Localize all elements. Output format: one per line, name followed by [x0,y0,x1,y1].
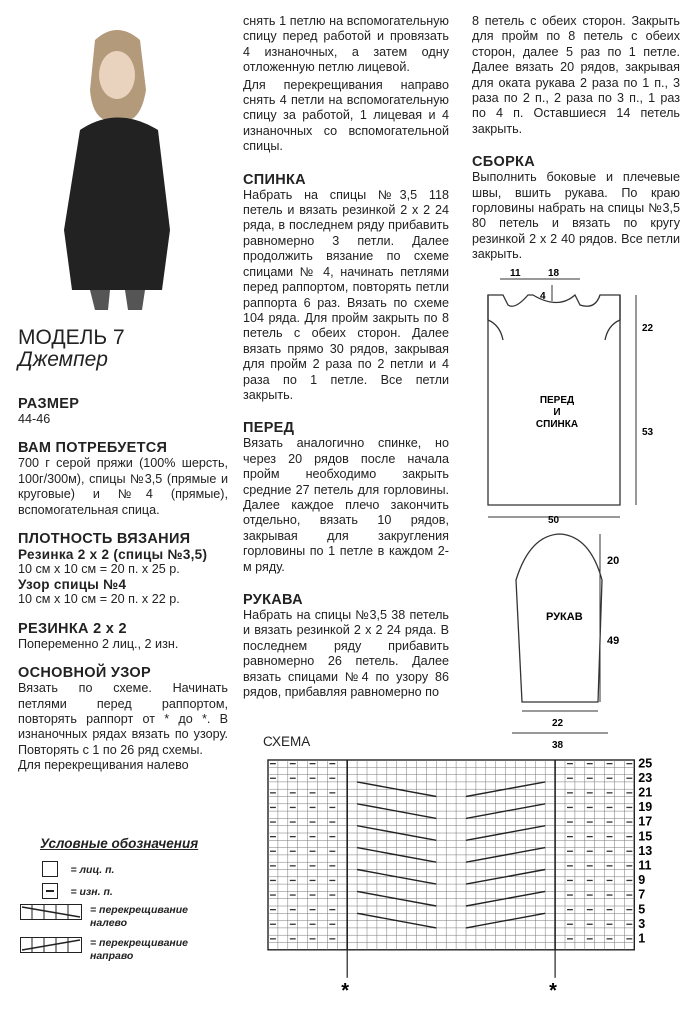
legend-purl-text: = изн. п. [70,886,113,898]
model-photo [50,20,185,310]
purl-symbol [42,883,58,899]
assembly-text: Выполнить боковые и плечевые швы, вшить рукава. По краю горловины набрать на спицы №3,5 80 петель и вязать по кругу резинкой 2 х 2 40 рядов. Все петли закрыть. [472,170,680,262]
chart-row-number: 17 [638,814,653,829]
density-pattern-label: Узор спицы №4 [18,577,127,593]
chart-row-number: 21 [638,785,653,800]
chart-row-number: 25 [638,756,653,771]
front-text: Вязать аналогично спинке, но через 20 рядов после начала пройм необходимо закрыть средние 27 петель для горловины. Далее каждое плечо закончить отдельно, вязать 10 рядов, закрывая для закругления горловины по 1 петле в каждом 2-м ряду. [243,436,449,574]
chart-row-number: 19 [638,800,653,815]
sleeves-text: Набрать на спицы №3,5 38 петель и вязать резинкой 2 х 2 24 ряда. В последнем ряду прибавить равномерно 26 петель. Далее вязать спицами №4 по узору 86 рядов, прибавляя равномерно по [243,608,449,700]
column-right [472,14,680,263]
sleeve-label: РУКАВ [546,611,583,623]
front-heading: ПЕРЕД [243,420,295,437]
body-label-3: СПИНКА [535,419,579,430]
density-heading: ПЛОТНОСТЬ ВЯЗАНИЯ [18,531,191,548]
chart-row-number: 9 [638,873,646,888]
column-left [18,396,228,774]
main-pattern-heading: ОСНОВНОЙ УЗОР [18,665,151,682]
model-title [18,327,125,371]
chart-row-number: 5 [638,902,646,917]
dim-sleeve-length: 49 [607,635,620,647]
chart [260,752,685,1023]
density-pattern-value: 10 см х 10 см = 20 п. х 22 р. [18,592,180,607]
dim-sleeve-cuff: 22 [552,718,564,729]
cross-right-text: Для перекрещивания направо снять 4 петли на вспомогательную спицу за работой, 1 лицевая и 4 изнаночных со вспомогательной спицы. [243,77,449,154]
cross-left-intro: Для перекрещивания налево [18,758,189,773]
density-rib-value: 10 см х 10 см = 20 п. х 25 р. [18,562,180,577]
dim-shoulder: 11 [510,268,521,279]
column-middle [243,14,449,700]
model-number: МОДЕЛЬ 7 [18,326,125,349]
materials-heading: ВАМ ПОТРЕБУЕТСЯ [18,440,168,457]
materials-text: 700 г серой пряжи (100% шерсть, 100г/300м), спицы №3,5 (прямые и круговые) и №4 (прямые), вспомогательная спица. [18,456,228,517]
cross-left-continued: снять 1 петлю на вспомогательную спицу перед работой и провязать 4 изнаночных, а затем одну отложенную петлю лицевой. [243,14,449,75]
density-rib-label: Резинка 2 х 2 (спицы №3,5) [18,547,208,563]
chart-title: СХЕМА [263,734,311,749]
chart-row-number: 11 [638,858,652,873]
cross-right-symbol [20,937,82,953]
back-heading: СПИНКА [243,171,306,188]
rib-heading: РЕЗИНКА 2 х 2 [18,620,127,637]
chart-row-number: 7 [638,887,646,902]
dim-sleeve-cap: 20 [607,555,620,567]
dim-sleeve-top: 38 [552,740,564,751]
legend-cross-left-text: = перекрещивание налево [90,904,189,929]
cross-left-symbol [20,904,82,920]
rib-text: Попеременно 2 лиц., 2 изн. [18,636,179,651]
chart-row-number: 3 [638,916,646,931]
chart-row-number: 13 [638,843,653,858]
dim-armhole: 22 [642,323,654,334]
body-label-1: ПЕРЕД [539,395,575,406]
main-pattern-text: Вязать по схеме. Начинать петлями перед раппортом, повторять раппорт от * до *. В изнаночных рядах вязать по узору. Повторять с 1 по 26 ряд схемы. [18,681,228,757]
knit-symbol [42,861,58,877]
chart-row-number: 1 [638,931,646,946]
sleeve-schematic [500,530,650,752]
legend-knit [42,860,114,878]
size-value: 44-46 [18,412,51,426]
legend-purl [42,882,113,900]
model-subtitle: Джемпер [18,348,108,371]
back-text: Набрать на спицы №3,5 118 петель и вязать резинкой 2 х 2 24 ряда, в последнем ряду прибавить равномерно 3 петли. Далее продолжить вязание по схеме спицами № 4, начинать петлями перед раппортом, повторять петли раппорта 6 раз. Вязать по схеме 104 ряда. Для пройм закрыть по 8 петель с обеих сторон. Далее вязать прямо 30 рядов, закрывая для пройм 2 раза по 2 петли и 4 раза по 1 петле. Все петли закрыть. [243,187,449,402]
legend-knit-text: = лиц. п. [70,864,115,876]
sleeves-text-continued: 8 петель с обеих сторон. Закрыть для пройм по 8 петель с обеих сторон, далее 5 раз по 1 петле. Далее вязать 20 рядов, закрывая для оката рукава 2 раза по 1 п., 3 раза по 2 п., 2 раза по 3 п., 1 раз по 4 п. Оставшиеся 14 петель закрыть. [472,14,680,136]
chart-repeat-mark: * [549,979,557,1002]
legend-cross-right-text: = перекрещивание направо [90,937,189,962]
dim-width: 50 [548,515,560,525]
assembly-heading: СБОРКА [472,154,535,171]
dim-neck-depth: 4 [540,291,546,302]
chart-repeat-mark: * [341,979,349,1002]
dim-body: 53 [642,427,654,438]
chart-row-number: 15 [638,829,653,844]
body-label-2: И [553,407,561,418]
legend-heading: Условные обозначения [40,836,199,851]
sleeves-heading: РУКАВА [243,592,303,608]
chart-row-number: 23 [638,770,653,785]
size-heading: РАЗМЕР [18,396,80,412]
body-schematic [470,265,680,525]
dim-neck: 18 [548,268,560,279]
